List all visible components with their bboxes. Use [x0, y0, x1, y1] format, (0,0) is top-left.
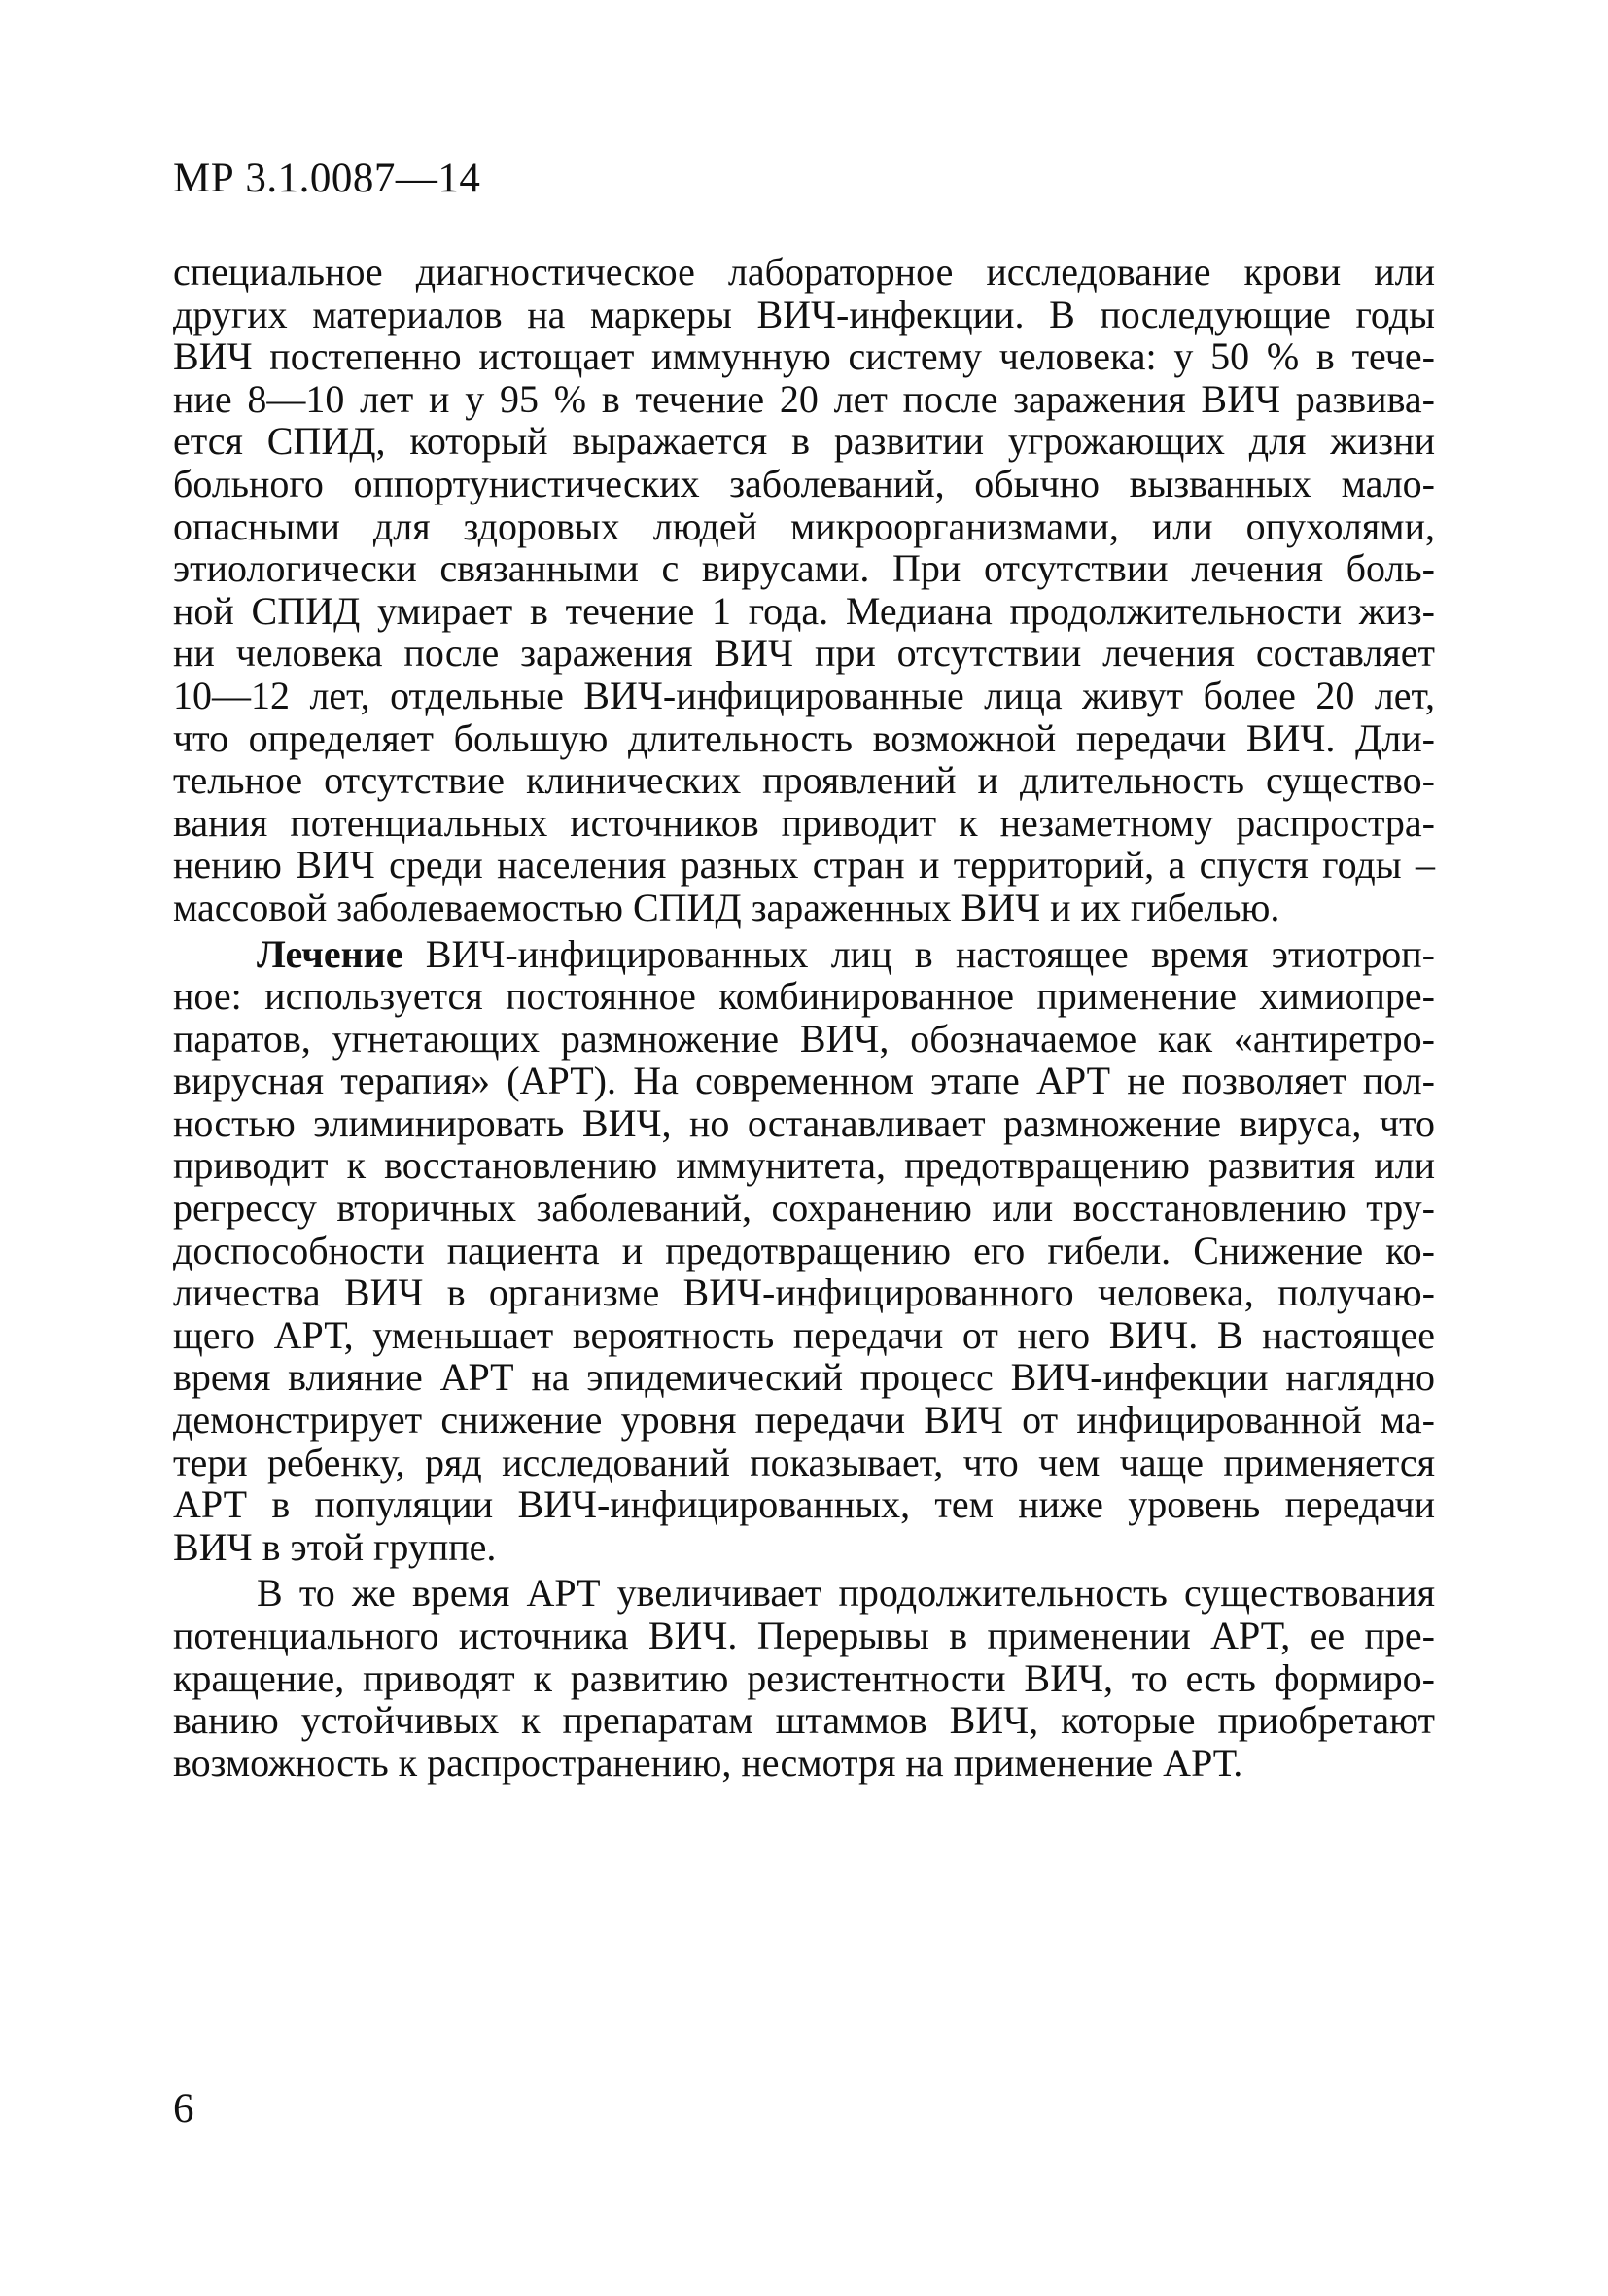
text-line: АРТ в популяции ВИЧ-инфицированных, тем ниже уровень передачи: [173, 1482, 1435, 1527]
text-line: 10—12 лет, отдельные ВИЧ-инфицированные лица живут более 20 лет,: [173, 673, 1435, 717]
paragraph-treatment: [173, 933, 1435, 1569]
text-line: тельное отсутствие клинических проявлений и длительность существо-: [173, 758, 1435, 803]
text-line: этиологически связанными с вирусами. При отсутствии лечения боль-: [173, 546, 1435, 591]
text-line: ВИЧ постепенно истощает иммунную систему человека: у 50 % в тече-: [173, 334, 1435, 379]
text-line: ванию устойчивых к препаратам штаммов ВИЧ, которые приобретают: [173, 1698, 1435, 1743]
paragraph-hiv-progression: [173, 251, 1435, 929]
text-line: ни человека после заражения ВИЧ при отсутствии лечения составляет: [173, 631, 1435, 676]
text-line-with-lead: [173, 933, 1435, 976]
body-text: [173, 251, 1435, 1784]
text-line: вания потенциальных источников приводит к незаметному распростра-: [173, 800, 1435, 845]
text-line: вирусная терапия» (АРТ). На современном этапе АРТ не позволяет пол-: [173, 1059, 1435, 1103]
text-line: массовой заболеваемостью СПИД зараженных ВИЧ и их гибелью.: [173, 885, 1280, 929]
text-line: опасными для здоровых людей микроорганизмами, или опухолями,: [173, 504, 1435, 548]
text-line: ностью элиминировать ВИЧ, но останавливает размножение вируса, что: [173, 1100, 1435, 1145]
document-code-header: МР 3.1.0087—14: [173, 156, 481, 201]
text-line: тери ребенку, ряд исследований показывает, что чем чаще применяется: [173, 1440, 1435, 1484]
text-line: время влияние АРТ на эпидемический процесс ВИЧ-инфекции наглядно: [173, 1355, 1435, 1400]
text-line: регрессу вторичных заболеваний, сохранению или восстановлению тру-: [173, 1186, 1435, 1231]
text-line: нению ВИЧ среди населения разных стран и территорий, а спустя годы –: [173, 843, 1435, 887]
text-line: потенциального источника ВИЧ. Перерывы в применении АРТ, ее пре-: [173, 1614, 1435, 1657]
text-line: ной СПИД умирает в течение 1 года. Медиана продолжительности жиз-: [173, 588, 1435, 633]
text-line: что определяет большую длительность возможной передачи ВИЧ. Дли-: [173, 715, 1435, 760]
text-line: приводит к восстановлению иммунитета, предотвращению развития или: [173, 1143, 1435, 1188]
text-line: паратов, угнетающих размножение ВИЧ, обозначаемое как «антиретро-: [173, 1016, 1435, 1061]
text-line: личества ВИЧ в организме ВИЧ-инфицированного человека, получаю-: [173, 1270, 1435, 1315]
text-line: больного оппортунистических заболеваний, обычно вызванных мало-: [173, 461, 1435, 505]
text-line: ние 8—10 лет и у 95 % в течение 20 лет после заражения ВИЧ развива-: [173, 376, 1435, 421]
text-line-rest: ВИЧ-инфицированных лиц в настоящее время этиотроп-: [402, 931, 1435, 976]
text-line: кращение, приводят к развитию резистентности ВИЧ, то есть формиро-: [173, 1655, 1435, 1700]
text-line: возможность к распространению, несмотря на применение АРТ.: [173, 1740, 1243, 1785]
page-number: 6: [173, 2086, 194, 2132]
text-line: ется СПИД, который выражается в развитии угрожающих для жизни: [173, 419, 1435, 464]
paragraph-art-resistance: [173, 1572, 1435, 1784]
text-line: В то же время АРТ увеличивает продолжительность существования: [257, 1571, 1435, 1616]
text-line: щего АРТ, уменьшает вероятность передачи от него ВИЧ. В настоящее: [173, 1312, 1435, 1357]
text-line: ВИЧ в этой группе.: [173, 1524, 497, 1569]
treatment-lead-term: Лечение: [257, 931, 403, 976]
text-line: доспособности пациента и предотвращению его гибели. Снижение ко-: [173, 1228, 1435, 1272]
text-line: специальное диагностическое лабораторное исследование крови или: [173, 250, 1435, 294]
text-line: демонстрирует снижение уровня передачи ВИЧ от инфицированной ма-: [173, 1398, 1435, 1443]
text-line: ное: используется постоянное комбинированное применение химиопре-: [173, 974, 1435, 1019]
text-line: других материалов на маркеры ВИЧ-инфекции. В последующие годы: [173, 292, 1435, 336]
